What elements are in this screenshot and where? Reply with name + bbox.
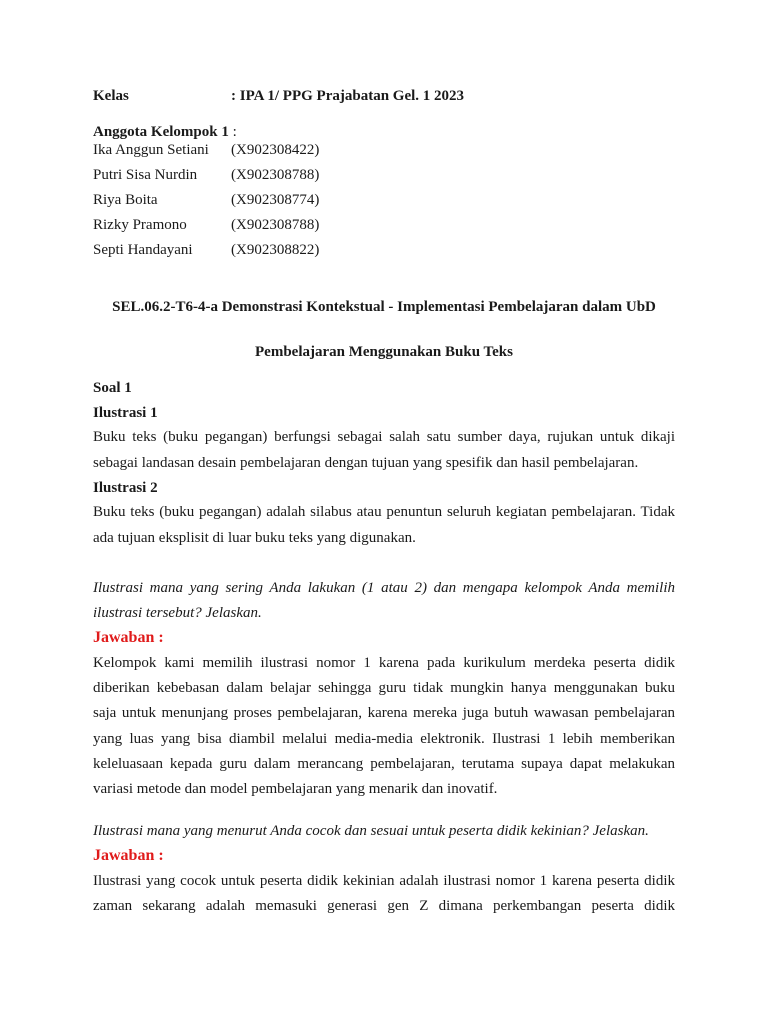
document-title: SEL.06.2-T6-4-a Demonstrasi Kontekstual - Implementasi Pembelajaran dalam UbD xyxy=(112,299,656,315)
answer1-label: Jawaban : xyxy=(93,629,164,646)
member-id: (X902308774) xyxy=(231,192,320,208)
answer1-line: yang luas yang bisa diambil melalui media-media elektronik. Ilustrasi 1 lebih memberikan xyxy=(93,731,675,747)
ilustrasi1-line: Buku teks (buku pegangan) berfungsi sebagai salah satu sumber daya, rujukan untuk dikaji xyxy=(93,429,675,445)
group-colon: : xyxy=(228,124,237,140)
question1-line: ilustrasi tersebut? Jelaskan. xyxy=(93,605,262,621)
member-id: (X902308788) xyxy=(231,217,320,233)
group-label: Anggota Kelompok 1 xyxy=(93,124,229,140)
member-name: Rizky Pramono xyxy=(93,217,187,233)
answer1-line: saja untuk menunjang proses pembelajaran, karena mereka juga butuh wawasan pembelajaran xyxy=(93,705,675,721)
class-value: : IPA 1/ PPG Prajabatan Gel. 1 2023 xyxy=(231,88,465,104)
member-name: Riya Boita xyxy=(93,192,158,208)
answer1-line: diberikan kebebasan dalam belajar sehingga guru tidak mungkin hanya menggunakan buku xyxy=(93,680,675,696)
ilustrasi2-line: Buku teks (buku pegangan) adalah silabus atau penuntun seluruh kegiatan pembelajaran. Tidak xyxy=(93,504,675,520)
ilustrasi2-line: ada tujuan eksplisit di luar buku teks yang digunakan. xyxy=(93,530,416,546)
group-heading xyxy=(93,123,237,141)
member-id: (X902308822) xyxy=(231,242,320,258)
question1-line: Ilustrasi mana yang sering Anda lakukan (1 atau 2) dan mengapa kelompok Anda memilih xyxy=(93,580,675,596)
member-name: Putri Sisa Nurdin xyxy=(93,167,198,183)
member-id: (X902308422) xyxy=(231,142,320,158)
document-subtitle: Pembelajaran Menggunakan Buku Teks xyxy=(255,344,513,360)
answer1-line: keleluasaan kepada guru dalam merancang pembelajaran, terutama supaya dapat melakukan xyxy=(93,756,675,772)
answer1-line: variasi metode dan model pembelajaran yang menarik dan inovatif. xyxy=(93,781,498,797)
ilustrasi1-heading: Ilustrasi 1 xyxy=(93,405,158,421)
answer1-line: Kelompok kami memilih ilustrasi nomor 1 karena pada kurikulum merdeka peserta didik xyxy=(93,655,675,671)
answer2-line: Ilustrasi yang cocok untuk peserta didik kekinian adalah ilustrasi nomor 1 karena peserta didik xyxy=(93,873,675,889)
question2-line: Ilustrasi mana yang menurut Anda cocok dan sesuai untuk peserta didik kekinian? Jelaskan. xyxy=(93,823,649,839)
answer2-label: Jawaban : xyxy=(93,847,164,864)
soal-heading: Soal 1 xyxy=(93,380,132,396)
member-name: Ika Anggun Setiani xyxy=(93,142,209,158)
class-label: Kelas xyxy=(93,88,129,104)
member-name: Septi Handayani xyxy=(93,242,193,258)
answer2-line: zaman sekarang adalah memasuki generasi gen Z dimana perkembangan peserta didik xyxy=(93,898,675,914)
ilustrasi2-heading: Ilustrasi 2 xyxy=(93,480,158,496)
ilustrasi1-line: sebagai landasan desain pembelajaran dengan tujuan yang spesifik dan hasil pembelajaran. xyxy=(93,455,639,471)
member-id: (X902308788) xyxy=(231,167,320,183)
